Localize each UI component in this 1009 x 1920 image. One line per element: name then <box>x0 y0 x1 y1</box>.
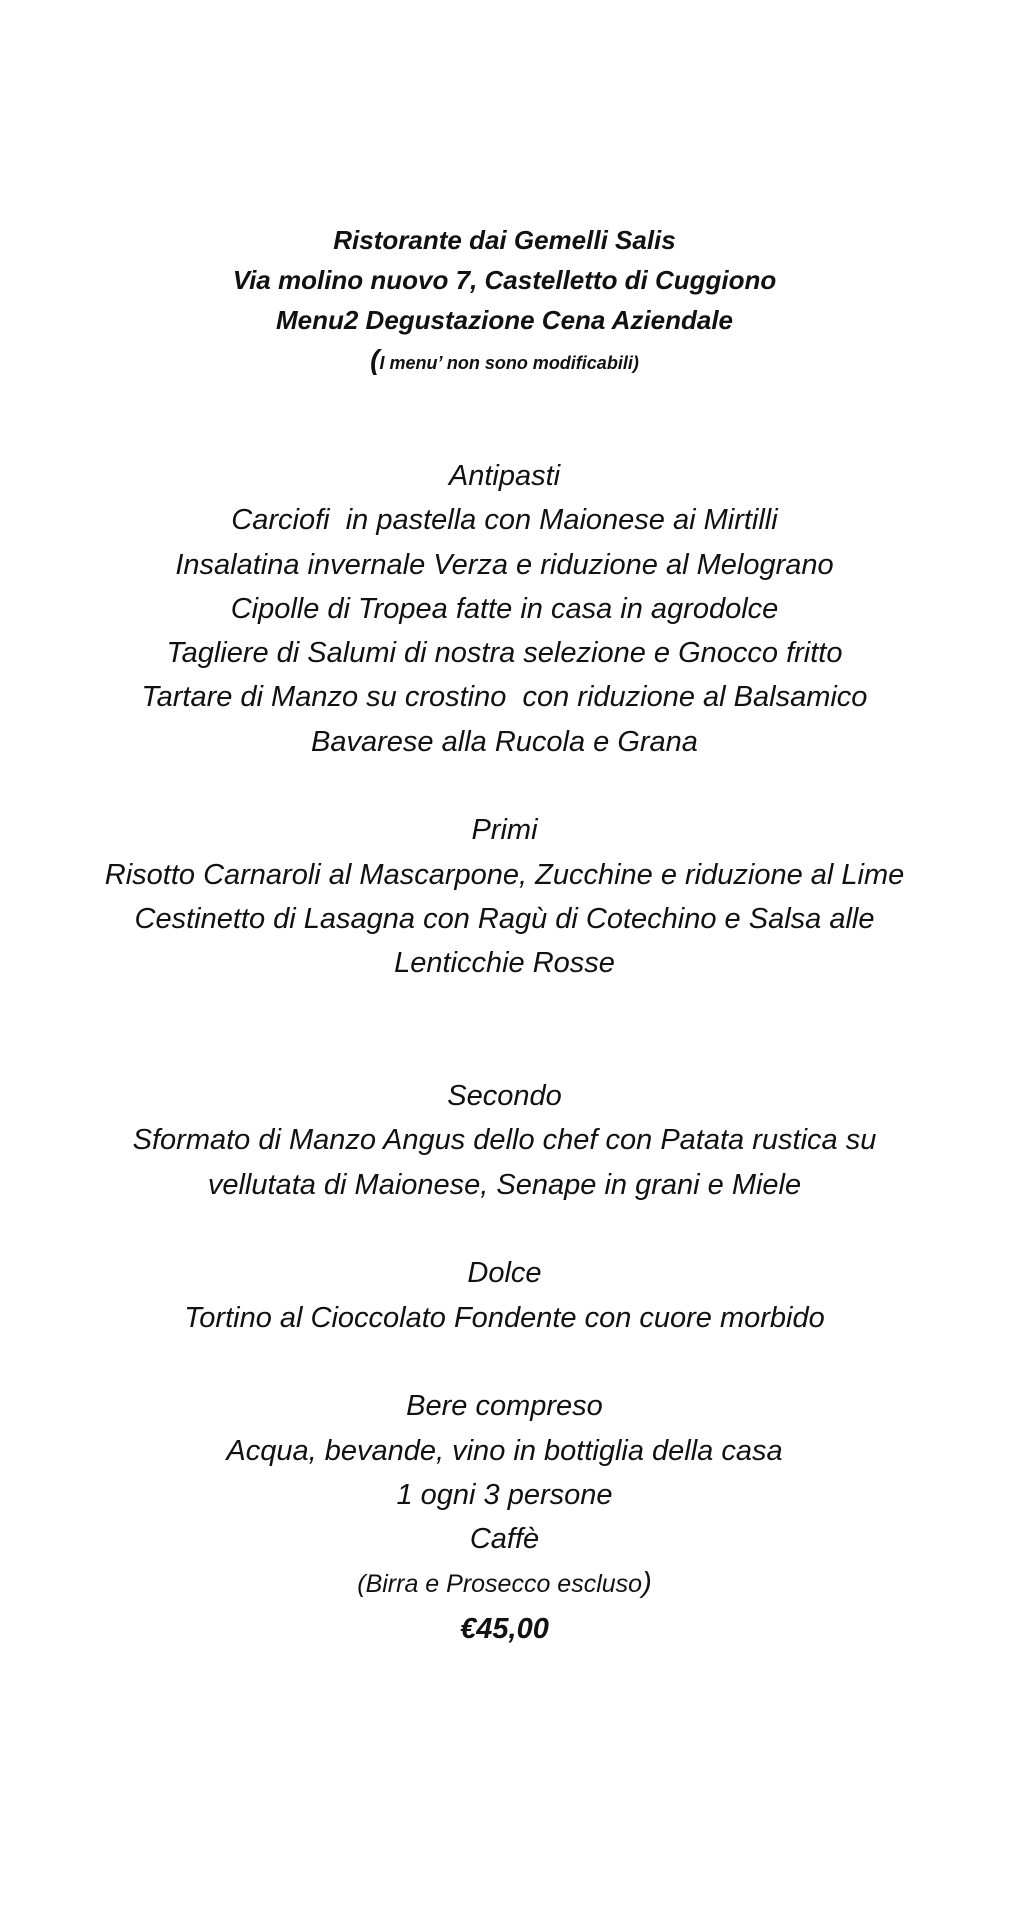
menu-item: vellutata di Maionese, Senape in grani e Miele <box>207 1168 802 1201</box>
menu-item: Lenticchie Rosse <box>394 947 615 980</box>
section-title-bere: Bere compreso <box>406 1390 603 1423</box>
menu-item: Cipolle di Tropea fatte in casa in agrodolce <box>230 592 779 625</box>
menu-header <box>0 220 1009 383</box>
menu-item: Bavarese alla Rucola e Grana <box>311 725 698 758</box>
section-bere <box>0 1384 1009 1651</box>
section-spacer <box>0 1207 1009 1251</box>
section-title-primi: Primi <box>471 814 538 847</box>
excluded-note-text: (Birra e Prosecco escluso <box>357 1570 643 1599</box>
section-spacer <box>0 764 1009 808</box>
excluded-note <box>0 1561 1009 1606</box>
section-title-secondo: Secondo <box>447 1080 562 1113</box>
section-title-dolce: Dolce <box>467 1257 542 1290</box>
section-antipasti <box>0 454 1009 764</box>
menu-note <box>0 340 1009 383</box>
section-spacer <box>0 1340 1009 1384</box>
menu-item: Acqua, bevande, vino in bottiglia della casa <box>226 1434 783 1467</box>
menu-note-open-paren: ( <box>370 344 380 375</box>
restaurant-name: Ristorante dai Gemelli Salis <box>333 225 676 255</box>
menu-item: Tagliere di Salumi di nostra selezione e Gnocco fritto <box>166 637 843 670</box>
menu-item: Tortino al Cioccolato Fondente con cuore morbido <box>184 1301 825 1334</box>
restaurant-address: Via molino nuovo 7, Castelletto di Cuggiono <box>232 265 777 295</box>
menu-item: Sformato di Manzo Angus dello chef con Patata rustica su <box>132 1124 877 1157</box>
menu-price: €45,00 <box>460 1612 549 1645</box>
menu-item: Insalatina invernale Verza e riduzione al Melograno <box>175 548 834 581</box>
menu-item: Carciofi in pastella con Maionese ai Mirtilli <box>231 504 778 537</box>
menu-item: 1 ogni 3 persone <box>396 1478 613 1511</box>
menu-note-text: I menu’ non sono modificabili) <box>379 353 639 373</box>
menu-courses <box>0 454 1009 1651</box>
excluded-note-close-paren: ) <box>642 1567 652 1600</box>
menu-item: Tartare di Manzo su crostino con riduzione al Balsamico <box>141 681 868 714</box>
menu-item: Caffè <box>469 1523 540 1556</box>
section-primi <box>0 808 1009 985</box>
menu-title: Menu2 Degustazione Cena Aziendale <box>275 305 734 335</box>
section-spacer <box>0 986 1009 1075</box>
section-title-antipasti: Antipasti <box>448 460 561 492</box>
menu-item: Cestinetto di Lasagna con Ragù di Cotechino e Salsa alle <box>134 902 875 935</box>
section-secondo <box>0 1074 1009 1207</box>
menu-item: Risotto Carnaroli al Mascarpone, Zucchine e riduzione al Lime <box>104 858 905 891</box>
section-dolce <box>0 1251 1009 1340</box>
